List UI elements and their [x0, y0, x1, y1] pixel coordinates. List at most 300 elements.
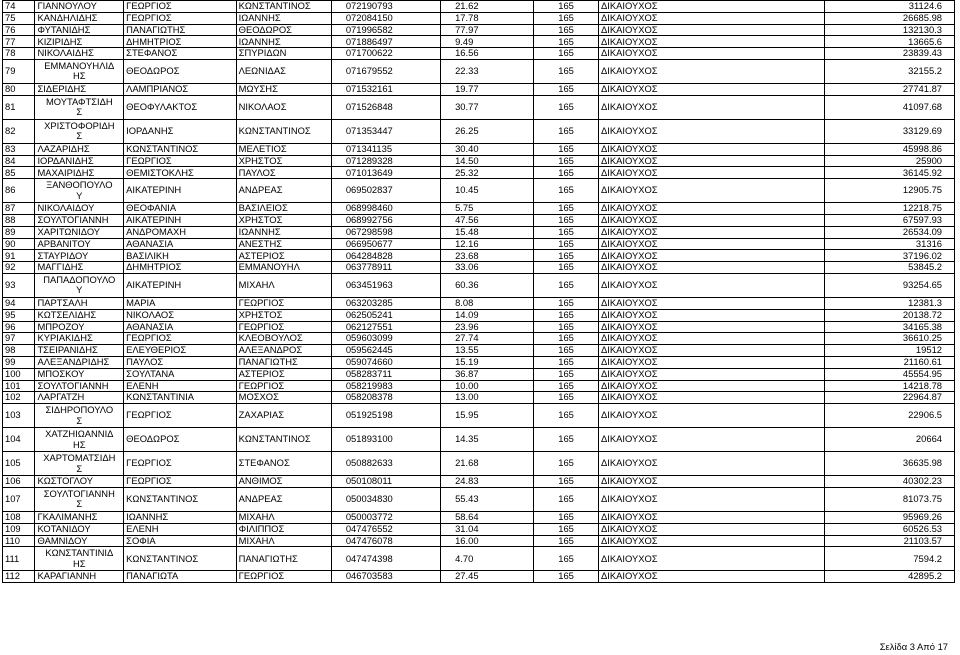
- id-number-cell: 072084150: [331, 12, 440, 24]
- table-row: [3, 48, 955, 60]
- amount-cell: 13665.6: [825, 36, 955, 48]
- category-cell: ΔΙΚΑΙΟΥΧΟΣ: [599, 571, 825, 583]
- code-cell: 165: [534, 452, 599, 476]
- table-row: [3, 511, 955, 523]
- surname-cell: ΤΣΕΙΡΑΝΙΔΗΣ: [35, 345, 124, 357]
- father-name-cell: ΑΝΘΙΜΟΣ: [236, 476, 331, 488]
- category-cell: ΔΙΚΑΙΟΥΧΟΣ: [599, 297, 825, 309]
- name-cell: ΠΑΥΛΟΣ: [124, 356, 237, 368]
- surname-cell: ΑΡΒΑΝΙΤΟΥ: [35, 238, 124, 250]
- surname-line: Σ: [76, 106, 83, 118]
- amount-cell: 45554.95: [825, 368, 955, 380]
- father-name-cell: ΜΩΥΣΗΣ: [236, 83, 331, 95]
- amount-cell: 26685.98: [825, 12, 955, 24]
- code-cell: 165: [534, 297, 599, 309]
- name-cell: ΘΕΟΔΩΡΟΣ: [124, 428, 237, 452]
- surname-line: Υ: [76, 189, 83, 201]
- category-cell: ΔΙΚΑΙΟΥΧΟΣ: [599, 273, 825, 297]
- row-number: 85: [3, 167, 35, 179]
- father-name-cell: ΖΑΧΑΡΙΑΣ: [236, 404, 331, 428]
- surname-cell: ΣΤΑΥΡΙΔΟΥ: [35, 250, 124, 262]
- category-cell: ΔΙΚΑΙΟΥΧΟΣ: [599, 226, 825, 238]
- father-name-cell: ΝΙΚΟΛΑΟΣ: [236, 95, 331, 119]
- id-number-cell: 071289328: [331, 155, 440, 167]
- amount-cell: 20138.72: [825, 309, 955, 321]
- surname-cell: ΧΑΡΙΤΩΝΙΔΟΥ: [35, 226, 124, 238]
- category-cell: ΔΙΚΑΙΟΥΧΟΣ: [599, 155, 825, 167]
- surname-cell: ΘΑΜΝΙΔΟΥ: [35, 535, 124, 547]
- name-cell: ΘΕΜΙΣΤΟΚΛΗΣ: [124, 167, 237, 179]
- amount-cell: 32155.2: [825, 59, 955, 83]
- table-row: [3, 273, 955, 297]
- surname-line: ΗΣ: [73, 70, 86, 82]
- surname-cell: [35, 487, 124, 511]
- name-cell: ΓΕΩΡΓΙΟΣ: [124, 1, 237, 13]
- surname-line: ΗΣ: [73, 438, 86, 450]
- surname-line: ΗΣ: [73, 557, 86, 569]
- row-number: 98: [3, 345, 35, 357]
- row-number: 80: [3, 83, 35, 95]
- category-cell: ΔΙΚΑΙΟΥΧΟΣ: [599, 95, 825, 119]
- score-cell: 10.00: [441, 380, 534, 392]
- category-cell: ΔΙΚΑΙΟΥΧΟΣ: [599, 262, 825, 274]
- father-name-cell: ΠΑΝΑΓΙΩΤΗΣ: [236, 356, 331, 368]
- table-row: [3, 368, 955, 380]
- father-name-cell: ΕΜΜΑΝΟΥΗΛ: [236, 262, 331, 274]
- amount-cell: 132130.3: [825, 24, 955, 36]
- row-number: 101: [3, 380, 35, 392]
- name-cell: ΑΘΑΝΑΣΙΑ: [124, 238, 237, 250]
- father-name-cell: ΓΕΩΡΓΙΟΣ: [236, 321, 331, 333]
- surname-line: ΧΑΡΤΟΜΑΤΣΙΔΗ: [43, 452, 116, 464]
- code-cell: 165: [534, 333, 599, 345]
- row-number: 96: [3, 321, 35, 333]
- surname-cell: ΚΥΡΙΑΚΙΔΗΣ: [35, 333, 124, 345]
- surname-cell: ΦΥΤΑΝΙΔΗΣ: [35, 24, 124, 36]
- amount-cell: 12218.75: [825, 203, 955, 215]
- surname-cell: [35, 428, 124, 452]
- table-body: [3, 1, 955, 583]
- code-cell: 165: [534, 309, 599, 321]
- father-name-cell: ΑΛΕΞΑΝΔΡΟΣ: [236, 345, 331, 357]
- father-name-cell: ΣΠΥΡΙΔΩΝ: [236, 48, 331, 60]
- name-cell: ΜΑΡΙΑ: [124, 297, 237, 309]
- name-cell: ΠΑΝΑΓΙΩΤΑ: [124, 571, 237, 583]
- surname-cell: [35, 452, 124, 476]
- score-cell: 14.09: [441, 309, 534, 321]
- name-cell: ΛΑΜΠΡΙΑΝΟΣ: [124, 83, 237, 95]
- table-row: [3, 523, 955, 535]
- id-number-cell: 071679552: [331, 59, 440, 83]
- father-name-cell: ΜΙΧΑΗΛ: [236, 535, 331, 547]
- category-cell: ΔΙΚΑΙΟΥΧΟΣ: [599, 404, 825, 428]
- id-number-cell: 071013649: [331, 167, 440, 179]
- id-number-cell: 071886497: [331, 36, 440, 48]
- category-cell: ΔΙΚΑΙΟΥΧΟΣ: [599, 238, 825, 250]
- id-number-cell: 046703583: [331, 571, 440, 583]
- amount-cell: 12905.75: [825, 179, 955, 203]
- id-number-cell: 063451963: [331, 273, 440, 297]
- code-cell: 165: [534, 404, 599, 428]
- id-number-cell: 058219983: [331, 380, 440, 392]
- id-number-cell: 047476552: [331, 523, 440, 535]
- code-cell: 165: [534, 12, 599, 24]
- code-cell: 165: [534, 428, 599, 452]
- code-cell: 165: [534, 511, 599, 523]
- category-cell: ΔΙΚΑΙΟΥΧΟΣ: [599, 1, 825, 13]
- surname-cell: [35, 119, 124, 143]
- surname-cell: ΛΑΖΑΡΙΔΗΣ: [35, 143, 124, 155]
- surname-line: ΣΙΔΗΡΟΠΟΥΛΟ: [45, 404, 114, 416]
- surname-cell: ΜΑΧΑΙΡΙΔΗΣ: [35, 167, 124, 179]
- surname-line: ΜΟΥΤΑΦΤΣΙΔΗ: [45, 95, 113, 107]
- id-number-cell: 051893100: [331, 428, 440, 452]
- name-cell: ΑΙΚΑΤΕΡΙΝΗ: [124, 214, 237, 226]
- code-cell: 165: [534, 119, 599, 143]
- amount-cell: 67597.93: [825, 214, 955, 226]
- table-row: [3, 321, 955, 333]
- row-number: 109: [3, 523, 35, 535]
- score-cell: 60.36: [441, 273, 534, 297]
- id-number-cell: 071996582: [331, 24, 440, 36]
- code-cell: 165: [534, 547, 599, 571]
- amount-cell: 36610.25: [825, 333, 955, 345]
- surname-cell: ΚΩΣΤΟΓΛΟΥ: [35, 476, 124, 488]
- row-number: 93: [3, 273, 35, 297]
- amount-cell: 36145.92: [825, 167, 955, 179]
- code-cell: 165: [534, 83, 599, 95]
- category-cell: ΔΙΚΑΙΟΥΧΟΣ: [599, 167, 825, 179]
- code-cell: 165: [534, 345, 599, 357]
- amount-cell: 7594.2: [825, 547, 955, 571]
- surname-cell: [35, 404, 124, 428]
- surname-cell: ΜΠΡΟΖΟΥ: [35, 321, 124, 333]
- table-row: [3, 297, 955, 309]
- score-cell: 31.04: [441, 523, 534, 535]
- amount-cell: 21103.57: [825, 535, 955, 547]
- name-cell: ΑΝΔΡΟΜΑΧΗ: [124, 226, 237, 238]
- code-cell: 165: [534, 95, 599, 119]
- amount-cell: 25900: [825, 155, 955, 167]
- code-cell: 165: [534, 238, 599, 250]
- amount-cell: 21160.61: [825, 356, 955, 368]
- father-name-cell: ΑΝΔΡΕΑΣ: [236, 487, 331, 511]
- id-number-cell: 063778911: [331, 262, 440, 274]
- category-cell: ΔΙΚΑΙΟΥΧΟΣ: [599, 487, 825, 511]
- surname-line: ΣΟΥΛΤΟΓΙΑΝΝΗ: [43, 487, 115, 499]
- table-row: [3, 345, 955, 357]
- row-number: 89: [3, 226, 35, 238]
- code-cell: 165: [534, 487, 599, 511]
- code-cell: 165: [534, 380, 599, 392]
- score-cell: 30.40: [441, 143, 534, 155]
- surname-cell: [35, 547, 124, 571]
- id-number-cell: 071341135: [331, 143, 440, 155]
- score-cell: 77.97: [441, 24, 534, 36]
- score-cell: 36.87: [441, 368, 534, 380]
- score-cell: 23.96: [441, 321, 534, 333]
- score-cell: 27.74: [441, 333, 534, 345]
- id-number-cell: 051925198: [331, 404, 440, 428]
- category-cell: ΔΙΚΑΙΟΥΧΟΣ: [599, 119, 825, 143]
- surname-cell: [35, 59, 124, 83]
- father-name-cell: ΙΩΑΝΝΗΣ: [236, 12, 331, 24]
- surname-line: ΞΑΝΘΟΠΟΥΛΟ: [46, 179, 113, 191]
- amount-cell: 36635.98: [825, 452, 955, 476]
- amount-cell: 19512: [825, 345, 955, 357]
- father-name-cell: ΑΝΔΡΕΑΣ: [236, 179, 331, 203]
- surname-cell: ΚΑΝΔΗΛΙΔΗΣ: [35, 12, 124, 24]
- id-number-cell: 050108011: [331, 476, 440, 488]
- table-row: [3, 309, 955, 321]
- table-row: [3, 452, 955, 476]
- table-row: [3, 535, 955, 547]
- table-row: [3, 143, 955, 155]
- surname-cell: [35, 179, 124, 203]
- id-number-cell: 068998460: [331, 203, 440, 215]
- father-name-cell: ΑΣΤΕΡΙΟΣ: [236, 250, 331, 262]
- score-cell: 15.95: [441, 404, 534, 428]
- father-name-cell: ΙΩΑΝΝΗΣ: [236, 36, 331, 48]
- table-row: [3, 476, 955, 488]
- code-cell: 165: [534, 167, 599, 179]
- code-cell: 165: [534, 356, 599, 368]
- table-row: [3, 262, 955, 274]
- father-name-cell: ΧΡΗΣΤΟΣ: [236, 155, 331, 167]
- amount-cell: 41097.68: [825, 95, 955, 119]
- name-cell: ΝΙΚΟΛΑΟΣ: [124, 309, 237, 321]
- amount-cell: 31316: [825, 238, 955, 250]
- table-row: [3, 487, 955, 511]
- surname-cell: ΚΑΡΑΓΙΑΝΝΗ: [35, 571, 124, 583]
- score-cell: 21.68: [441, 452, 534, 476]
- amount-cell: 34165.38: [825, 321, 955, 333]
- surname-cell: ΣΟΥΛΤΟΓΙΑΝΝΗ: [35, 380, 124, 392]
- surname-cell: ΑΛΕΞΑΝΔΡΙΔΗΣ: [35, 356, 124, 368]
- code-cell: 165: [534, 155, 599, 167]
- code-cell: 165: [534, 571, 599, 583]
- surname-line: Σ: [76, 498, 83, 510]
- amount-cell: 27741.87: [825, 83, 955, 95]
- score-cell: 15.48: [441, 226, 534, 238]
- row-number: 105: [3, 452, 35, 476]
- surname-line: ΚΩΝΣΤΑΝΤΙΝΙΔ: [45, 547, 114, 559]
- row-number: 92: [3, 262, 35, 274]
- row-number: 102: [3, 392, 35, 404]
- table-row: [3, 12, 955, 24]
- name-cell: ΣΤΕΦΑΝΟΣ: [124, 48, 237, 60]
- category-cell: ΔΙΚΑΙΟΥΧΟΣ: [599, 368, 825, 380]
- score-cell: 9.49: [441, 36, 534, 48]
- name-cell: ΙΟΡΔΑΝΗΣ: [124, 119, 237, 143]
- father-name-cell: ΦΙΛΙΠΠΟΣ: [236, 523, 331, 535]
- table-row: [3, 167, 955, 179]
- amount-cell: 53845.2: [825, 262, 955, 274]
- id-number-cell: 067298598: [331, 226, 440, 238]
- amount-cell: 14218.78: [825, 380, 955, 392]
- name-cell: ΘΕΟΔΩΡΟΣ: [124, 59, 237, 83]
- row-number: 94: [3, 297, 35, 309]
- category-cell: ΔΙΚΑΙΟΥΧΟΣ: [599, 476, 825, 488]
- score-cell: 19.77: [441, 83, 534, 95]
- id-number-cell: 071700622: [331, 48, 440, 60]
- category-cell: ΔΙΚΑΙΟΥΧΟΣ: [599, 214, 825, 226]
- score-cell: 26.25: [441, 119, 534, 143]
- category-cell: ΔΙΚΑΙΟΥΧΟΣ: [599, 250, 825, 262]
- row-number: 91: [3, 250, 35, 262]
- father-name-cell: ΛΕΩΝΙΔΑΣ: [236, 59, 331, 83]
- table-row: [3, 24, 955, 36]
- row-number: 74: [3, 1, 35, 13]
- category-cell: ΔΙΚΑΙΟΥΧΟΣ: [599, 345, 825, 357]
- name-cell: ΕΛΕΥΘΕΡΙΟΣ: [124, 345, 237, 357]
- name-cell: ΘΕΟΦΑΝΙΑ: [124, 203, 237, 215]
- score-cell: 27.45: [441, 571, 534, 583]
- id-number-cell: 062505241: [331, 309, 440, 321]
- father-name-cell: ΜΕΛΕΤΙΟΣ: [236, 143, 331, 155]
- name-cell: ΓΕΩΡΓΙΟΣ: [124, 155, 237, 167]
- score-cell: 5.75: [441, 203, 534, 215]
- table-row: [3, 380, 955, 392]
- score-cell: 33.06: [441, 262, 534, 274]
- code-cell: 165: [534, 321, 599, 333]
- amount-cell: 95969.26: [825, 511, 955, 523]
- score-cell: 17.78: [441, 12, 534, 24]
- amount-cell: 81073.75: [825, 487, 955, 511]
- table-row: [3, 59, 955, 83]
- row-number: 81: [3, 95, 35, 119]
- name-cell: ΚΩΝΣΤΑΝΤΙΝΟΣ: [124, 547, 237, 571]
- score-cell: 15.19: [441, 356, 534, 368]
- id-number-cell: 066950677: [331, 238, 440, 250]
- score-cell: 21.62: [441, 1, 534, 13]
- amount-cell: 26534.09: [825, 226, 955, 238]
- father-name-cell: ΜΙΧΑΗΛ: [236, 273, 331, 297]
- category-cell: ΔΙΚΑΙΟΥΧΟΣ: [599, 523, 825, 535]
- father-name-cell: ΠΑΥΛΟΣ: [236, 167, 331, 179]
- score-cell: 13.55: [441, 345, 534, 357]
- id-number-cell: 058283711: [331, 368, 440, 380]
- amount-cell: 22964.87: [825, 392, 955, 404]
- score-cell: 16.00: [441, 535, 534, 547]
- code-cell: 165: [534, 523, 599, 535]
- table-row: [3, 36, 955, 48]
- row-number: 77: [3, 36, 35, 48]
- row-number: 99: [3, 356, 35, 368]
- table-row: [3, 203, 955, 215]
- surname-cell: ΚΙΖΙΡΙΔΗΣ: [35, 36, 124, 48]
- surname-line: Σ: [76, 462, 83, 474]
- table-row: [3, 1, 955, 13]
- table-row: [3, 356, 955, 368]
- row-number: 83: [3, 143, 35, 155]
- table-row: [3, 404, 955, 428]
- surname-line: ΠΑΠΑΔΟΠΟΥΛΟ: [43, 273, 116, 285]
- score-cell: 47.56: [441, 214, 534, 226]
- code-cell: 165: [534, 250, 599, 262]
- surname-cell: ΙΟΡΔΑΝΙΔΗΣ: [35, 155, 124, 167]
- table-row: [3, 392, 955, 404]
- surname-cell: ΓΙΑΝΝΟΥΛΟΥ: [35, 1, 124, 13]
- row-number: 95: [3, 309, 35, 321]
- id-number-cell: 050003772: [331, 511, 440, 523]
- score-cell: 10.45: [441, 179, 534, 203]
- table-row: [3, 250, 955, 262]
- amount-cell: 60526.53: [825, 523, 955, 535]
- surname-cell: ΣΟΥΛΤΟΓΙΑΝΝΗ: [35, 214, 124, 226]
- name-cell: ΔΗΜΗΤΡΙΟΣ: [124, 262, 237, 274]
- code-cell: 165: [534, 1, 599, 13]
- name-cell: ΔΗΜΗΤΡΙΟΣ: [124, 36, 237, 48]
- amount-cell: 37196.02: [825, 250, 955, 262]
- id-number-cell: 069502837: [331, 179, 440, 203]
- category-cell: ΔΙΚΑΙΟΥΧΟΣ: [599, 452, 825, 476]
- row-number: 111: [3, 547, 35, 571]
- father-name-cell: ΑΣΤΕΡΙΟΣ: [236, 368, 331, 380]
- code-cell: 165: [534, 273, 599, 297]
- row-number: 90: [3, 238, 35, 250]
- name-cell: ΣΟΥΛΤΑΝΑ: [124, 368, 237, 380]
- code-cell: 165: [534, 36, 599, 48]
- father-name-cell: ΓΕΩΡΓΙΟΣ: [236, 297, 331, 309]
- category-cell: ΔΙΚΑΙΟΥΧΟΣ: [599, 333, 825, 345]
- category-cell: ΔΙΚΑΙΟΥΧΟΣ: [599, 428, 825, 452]
- category-cell: ΔΙΚΑΙΟΥΧΟΣ: [599, 547, 825, 571]
- score-cell: 16.56: [441, 48, 534, 60]
- surname-cell: ΣΙΔΕΡΙΔΗΣ: [35, 83, 124, 95]
- score-cell: 13.00: [441, 392, 534, 404]
- row-number: 107: [3, 487, 35, 511]
- surname-cell: ΝΙΚΟΛΑΙΔΗΣ: [35, 48, 124, 60]
- table-row: [3, 179, 955, 203]
- surname-line: ΧΑΤΖΗΙΩΑΝΝΙΔ: [45, 428, 114, 440]
- id-number-cell: 064284828: [331, 250, 440, 262]
- surname-cell: ΛΑΡΓΑΤΖΗ: [35, 392, 124, 404]
- name-cell: ΓΕΩΡΓΙΟΣ: [124, 12, 237, 24]
- category-cell: ΔΙΚΑΙΟΥΧΟΣ: [599, 356, 825, 368]
- name-cell: ΕΛΕΝΗ: [124, 380, 237, 392]
- category-cell: ΔΙΚΑΙΟΥΧΟΣ: [599, 24, 825, 36]
- amount-cell: 33129.69: [825, 119, 955, 143]
- surname-line: ΧΡΙΣΤΟΦΟΡΙΔΗ: [44, 119, 115, 131]
- row-number: 104: [3, 428, 35, 452]
- father-name-cell: ΑΝΕΣΤΗΣ: [236, 238, 331, 250]
- score-cell: 4.70: [441, 547, 534, 571]
- amount-cell: 23839.43: [825, 48, 955, 60]
- row-number: 103: [3, 404, 35, 428]
- code-cell: 165: [534, 59, 599, 83]
- id-number-cell: 068992756: [331, 214, 440, 226]
- table-row: [3, 547, 955, 571]
- score-cell: 22.33: [441, 59, 534, 83]
- score-cell: 30.77: [441, 95, 534, 119]
- name-cell: ΙΩΑΝΝΗΣ: [124, 511, 237, 523]
- surname-cell: ΚΩΤΣΕΛΙΔΗΣ: [35, 309, 124, 321]
- amount-cell: 42895.2: [825, 571, 955, 583]
- table-row: [3, 226, 955, 238]
- category-cell: ΔΙΚΑΙΟΥΧΟΣ: [599, 321, 825, 333]
- name-cell: ΚΩΝΣΤΑΝΤΙΝΟΣ: [124, 487, 237, 511]
- row-number: 84: [3, 155, 35, 167]
- row-number: 108: [3, 511, 35, 523]
- id-number-cell: 063203285: [331, 297, 440, 309]
- name-cell: ΚΩΝΣΤΑΝΤΙΝΙΑ: [124, 392, 237, 404]
- father-name-cell: ΓΕΩΡΓΙΟΣ: [236, 380, 331, 392]
- father-name-cell: ΙΩΑΝΝΗΣ: [236, 226, 331, 238]
- score-cell: 14.50: [441, 155, 534, 167]
- father-name-cell: ΜΟΣΧΟΣ: [236, 392, 331, 404]
- code-cell: 165: [534, 535, 599, 547]
